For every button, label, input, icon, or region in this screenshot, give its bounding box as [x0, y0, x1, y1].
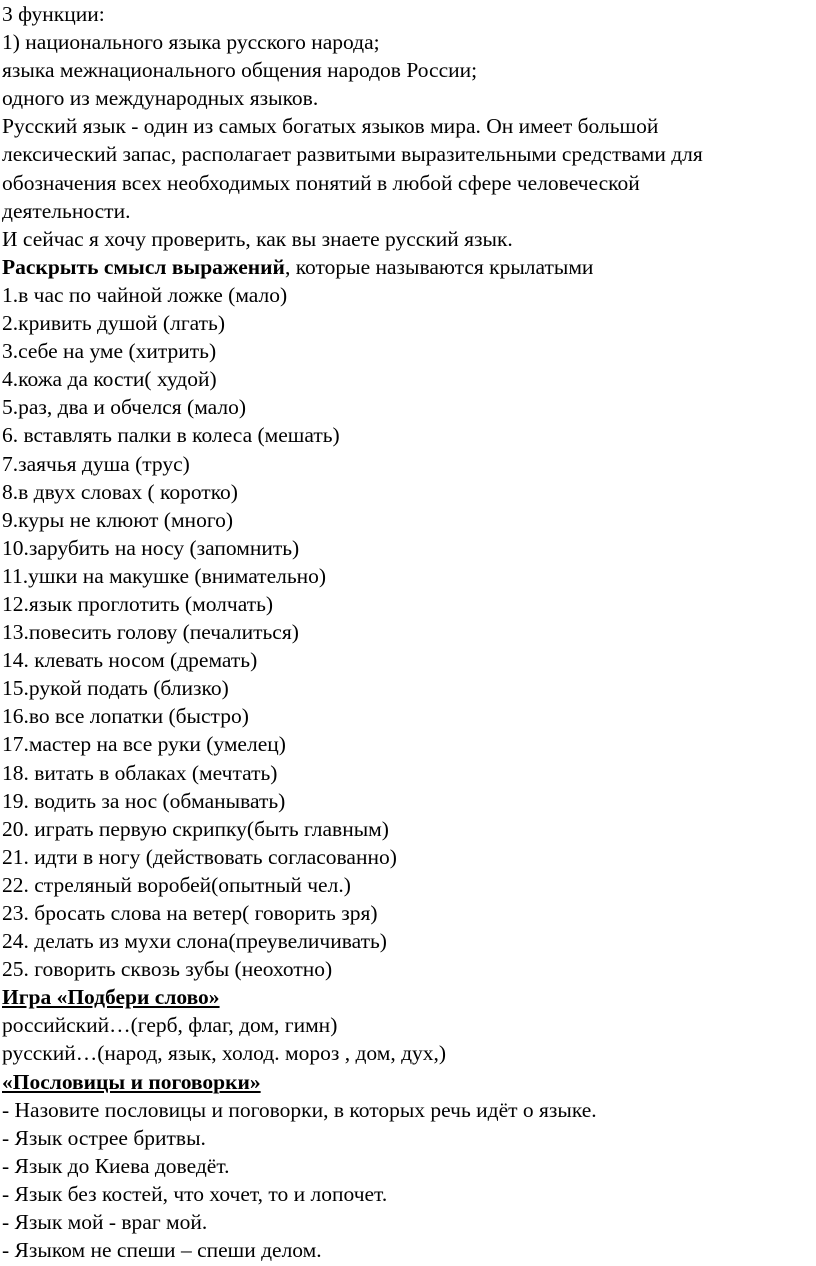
list-item: 23. бросать слова на ветер( говорить зря) [2, 901, 378, 925]
proverb-line: - Язык мой - враг мой. [2, 1210, 208, 1235]
list-item: 6. вставлять палки в колеса (мешать) [2, 423, 340, 448]
function-line: одного из международных языков. [2, 86, 319, 111]
list-item: 21. идти в ногу (действовать согласованно) [2, 844, 397, 869]
proverb-line: - Язык до Киева доведёт. [2, 1153, 230, 1178]
list-item: 15.рукой подать (близко) [2, 676, 229, 701]
proverb-line: - Язык без костей, что хочет, то и лопочет. [2, 1181, 388, 1206]
paragraph-line: обозначения всех необходимых понятий в любой сфере человеческой [2, 170, 640, 195]
list-item: 19. водить за нос (обманывать) [2, 788, 286, 813]
proverb-line: - Языком не спеши – спеши делом. [2, 1238, 322, 1263]
idioms-list [2, 281, 816, 983]
list-item: 12.язык проглотить (молчать) [2, 591, 274, 616]
list-item: 25. говорить сквозь зубы (неохотно) [2, 957, 333, 982]
proverb-line: - Назовите пословицы и поговорки, в которых речь идёт о языке. [2, 1097, 597, 1122]
list-item: 1.в час по чайной ложке (мало) [2, 282, 288, 307]
word-game-line: российский…(герб, флаг, дом, гимн) [2, 1013, 338, 1038]
list-item: 22. стреляный воробей(опытный чел.) [2, 872, 351, 897]
function-line: 1) национального языка русского народа; [2, 30, 380, 55]
list-item: 8.в двух словах ( коротко) [2, 479, 238, 504]
functions-heading: 3 функции: [2, 2, 105, 26]
list-item: 24. делать из мухи слона(преувеличивать) [2, 929, 387, 954]
idioms-task-rest: , которые называются крылатыми [284, 254, 594, 279]
paragraph-line: Русский язык - один из самых богатых языков мира. Он имеет большой [2, 114, 659, 139]
list-item: 10.зарубить на носу (запомнить) [2, 535, 300, 560]
list-item: 11.ушки на макушке (внимательно) [2, 563, 327, 588]
list-item: 7.заячья душа (трус) [2, 451, 190, 476]
idioms-task-heading [2, 253, 816, 281]
list-item: 9.куры не клюют (много) [2, 507, 234, 532]
list-item: 14. клевать носом (дремать) [2, 648, 258, 673]
list-item: 5.раз, два и обчелся (мало) [2, 395, 247, 420]
idioms-task-bold: Раскрыть смысл выражений [2, 254, 285, 279]
list-item: 18. витать в облаках (мечтать) [2, 760, 278, 785]
list-item: 4.кожа да кости( худой) [2, 367, 217, 392]
proverbs-title: «Пословицы и поговорки» [2, 1069, 261, 1094]
list-item: 16.во все лопатки (быстро) [2, 704, 249, 729]
paragraph-line: деятельности. [2, 198, 131, 223]
intro-paragraph [2, 112, 816, 224]
word-game-title: Игра «Подбери слово» [2, 985, 220, 1010]
function-line: языка межнационального общения народов России; [2, 58, 478, 83]
list-item: 3.себе на уме (хитрить) [2, 339, 217, 364]
list-item: 17.мастер на все руки (умелец) [2, 732, 286, 757]
proverb-line: - Язык острее бритвы. [2, 1125, 206, 1150]
list-item: 2.кривить душой (лгать) [2, 311, 225, 336]
list-item: 13.повесить голову (печалиться) [2, 620, 299, 645]
paragraph-line: лексический запас, располагает развитыми выразительными средствами для [2, 142, 703, 167]
list-item: 20. играть первую скрипку(быть главным) [2, 816, 389, 841]
check-sentence: И сейчас я хочу проверить, как вы знаете русский язык. [2, 226, 513, 251]
word-game-line: русский…(народ, язык, холод. мороз , дом, дух,) [2, 1041, 447, 1066]
